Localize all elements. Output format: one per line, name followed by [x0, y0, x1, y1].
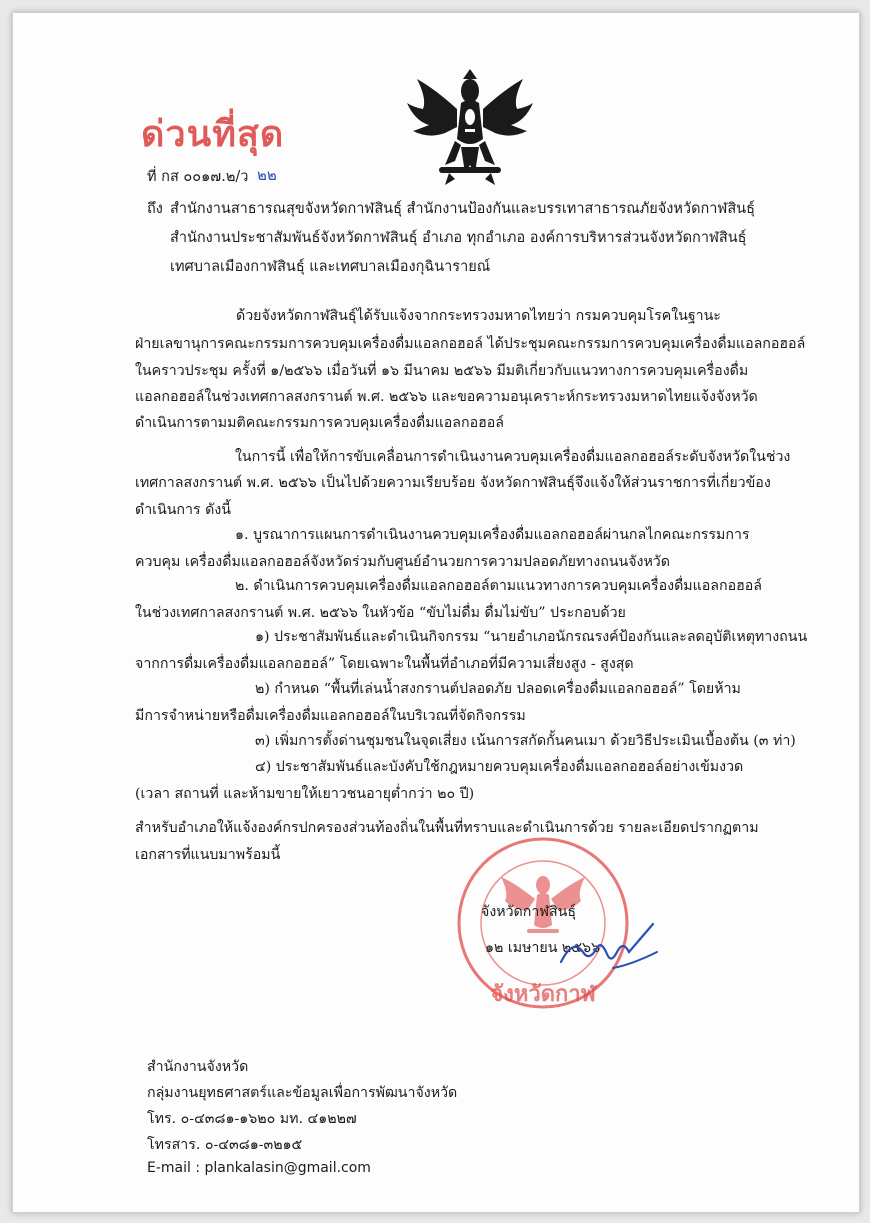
paragraph-1-line: ดำเนินการตามมติคณะกรรมการควบคุมเครื่องดื่มแอลกอฮอล์: [135, 415, 504, 431]
item-2-line: ในช่วงเทศกาลสงกรานต์ พ.ศ. ๒๕๖๖ ในหัวข้อ “ขับไม่ดื่ม ดื่มไม่ขับ” ประกอบด้วย: [135, 605, 626, 621]
recipient-line: เทศบาลเมืองกาฬสินธุ์ และเทศบาลเมืองกุฉินารายณ์: [170, 259, 491, 275]
sub-item-1-line: ๑) ประชาสัมพันธ์และดำเนินกิจกรรม “นายอำเภอนักรณรงค์ป้องกันและลดอุบัติเหตุทางถนน: [255, 629, 808, 645]
footer-email-link[interactable]: E-mail : plankalasin@gmail.com: [147, 1160, 371, 1176]
item-1-line: ควบคุม เครื่องดื่มแอลกอฮอล์จังหวัดร่วมกับศูนย์อำนวยการความปลอดภัยทางถนนจังหวัด: [135, 554, 670, 570]
sub-item-2-line: มีการจำหน่ายหรือดื่มเครื่องดื่มแอลกอฮอล์ในบริเวณที่จัดกิจกรรม: [135, 708, 526, 724]
paragraph-2-line: ในการนี้ เพื่อให้การขับเคลื่อนการดำเนินงานควบคุมเครื่องดื่มแอลกอฮอล์ระดับจังหวัดในช่วง: [235, 449, 791, 465]
sub-item-4-line: (เวลา สถานที่ และห้ามขายให้เยาวชนอายุต่ำกว่า ๒๐ ปี): [135, 786, 475, 802]
garuda-emblem-icon: [405, 69, 535, 189]
item-2-line: ๒. ดำเนินการควบคุมเครื่องดื่มแอลกอฮอล์ตามแนวทางการควบคุมเครื่องดื่มแอลกอฮอล์: [235, 578, 762, 594]
reference-number: ที่ กส ๐๐๑๗.๒/ว: [147, 169, 249, 185]
document-page: [12, 12, 860, 1213]
footer-phone: โทร. ๐-๔๓๘๑-๑๖๒๐ มท. ๔๑๒๒๗: [147, 1111, 357, 1127]
paragraph-1-line: แอลกอฮอล์ในช่วงเทศกาลสงกรานต์ พ.ศ. ๒๕๖๖ และขอความอนุเคราะห์กระทรวงมหาดไทยแจ้งจังหวัด: [135, 389, 758, 405]
sub-item-1-line: จากการดื่มเครื่องดื่มแอลกอฮอล์” โดยเฉพาะในพื้นที่อำเภอที่มีความเสี่ยงสูง - สูงสุด: [135, 656, 634, 672]
document-date: ๑๒ เมษายน ๒๕๖๖: [485, 940, 601, 956]
item-1-line: ๑. บูรณาการแผนการดำเนินงานควบคุมเครื่องดื่มแอลกอฮอล์ผ่านกลไกคณะกรรมการ: [235, 527, 750, 543]
paragraph-2-line: เทศกาลสงกรานต์ พ.ศ. ๒๕๖๖ เป็นไปด้วยความเรียบร้อย จังหวัดกาฬสินธุ์จึงแจ้งให้ส่วนราชการที่เกี่ยวข้อง: [135, 475, 771, 491]
footer-fax: โทรสาร. ๐-๔๓๘๑-๓๒๑๕: [147, 1137, 303, 1153]
closing-line: สำหรับอำเภอให้แจ้งองค์กรปกครองส่วนท้องถิ่นในพื้นที่ทราบและดำเนินการด้วย รายละเอียดปรากฏตาม: [135, 820, 759, 836]
paragraph-1-line: ด้วยจังหวัดกาฬสินธุ์ได้รับแจ้งจากกระทรวงมหาดไทยว่า กรมควบคุมโรคในฐานะ: [236, 308, 721, 324]
stamp-text: จังหวัดกาฬ: [490, 982, 596, 1007]
paragraph-2-line: ดำเนินการ ดังนี้: [135, 502, 231, 518]
footer-office: สำนักงานจังหวัด: [147, 1059, 249, 1075]
signature-icon: [553, 918, 663, 978]
recipient-line: สำนักงานประชาสัมพันธ์จังหวัดกาฬสินธุ์ อำเภอ ทุกอำเภอ องค์การบริหารส่วนจังหวัดกาฬสินธุ์: [170, 230, 747, 246]
sub-item-3-line: ๓) เพิ่มการตั้งด่านชุมชนในจุดเสี่ยง เน้นการสกัดกั้นคนเมา ด้วยวิธีประเมินเบื้องต้น (๓ ท่า): [255, 733, 796, 749]
reference-handwritten-number: ๒๒: [257, 166, 277, 184]
recipient-line: สำนักงานสาธารณสุขจังหวัดกาฬสินธุ์ สำนักงานป้องกันและบรรเทาสาธารณภัยจังหวัดกาฬสินธุ์: [170, 201, 755, 217]
paragraph-1-line: ในคราวประชุม ครั้งที่ ๑/๒๕๖๖ เมื่อวันที่ ๑๖ มีนาคม ๒๕๖๖ มีมติเกี่ยวกับแนวทางการควบคุมเครื่องดื่ม: [135, 363, 749, 379]
sub-item-2-line: ๒) กำหนด “พื้นที่เล่นน้ำสงกรานต์ปลอดภัย ปลอดเครื่องดื่มแอลกอฮอล์” โดยห้าม: [255, 681, 741, 697]
signing-province: จังหวัดกาฬสินธุ์: [481, 904, 577, 920]
closing-line: เอกสารที่แนบมาพร้อมนี้: [135, 847, 281, 863]
paragraph-1-line: ฝ่ายเลขานุการคณะกรรมการควบคุมเครื่องดื่มแอลกอฮอล์ ได้ประชุมคณะกรรมการควบคุมเครื่องดื่มแอลกอฮอล์: [135, 336, 806, 352]
recipients-label: ถึง: [147, 201, 163, 217]
footer-group: กลุ่มงานยุทธศาสตร์และข้อมูลเพื่อการพัฒนาจังหวัด: [147, 1085, 458, 1101]
urgency-stamp: ด่วนที่สุด: [141, 114, 285, 155]
sub-item-4-line: ๔) ประชาสัมพันธ์และบังคับใช้กฎหมายควบคุมเครื่องดื่มแอลกอฮอล์อย่างเข้มงวด: [255, 759, 744, 775]
